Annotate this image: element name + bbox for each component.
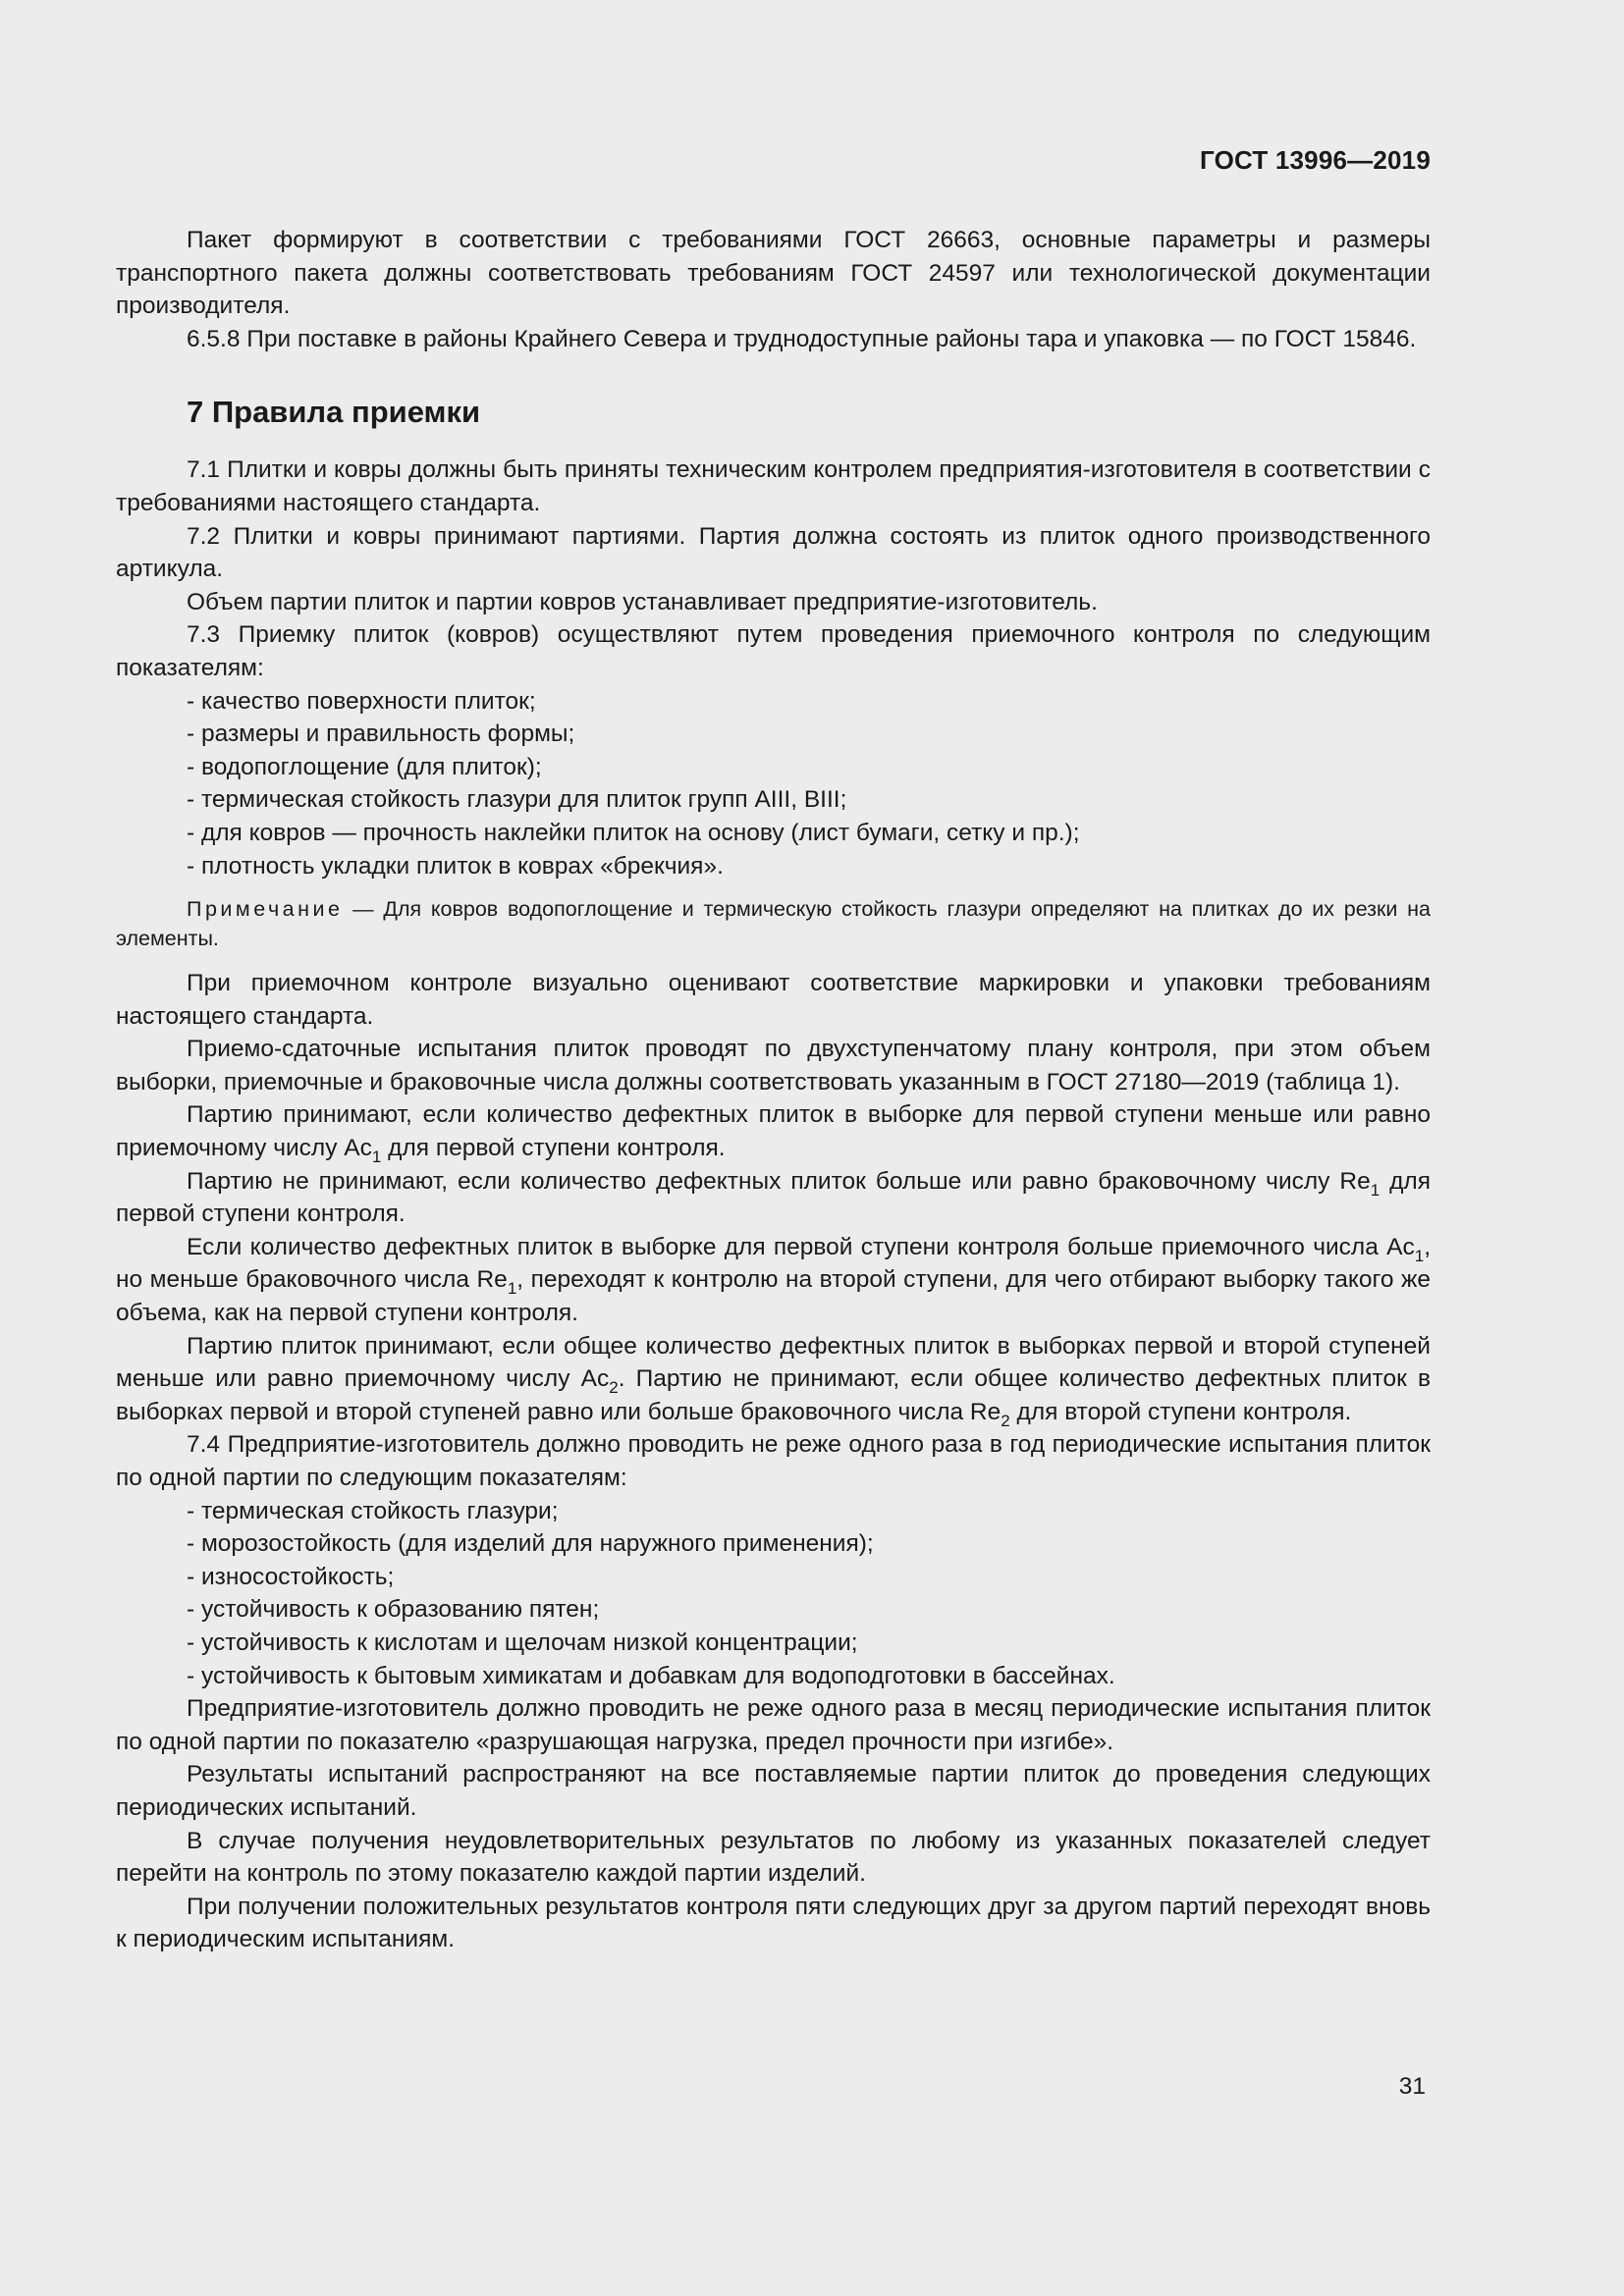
text-part: Если количество дефектных плиток в выборке для первой ступени контроля больше приемочного числа Ac xyxy=(187,1233,1415,1260)
paragraph-second-stage-transition xyxy=(116,1231,1431,1330)
paragraph-7-1: 7.1 Плитки и ковры должны быть приняты техническим контролем предприятия-изготовителя в соответствии с требованиями настоящего стандарта. xyxy=(116,456,1431,516)
text-part: для первой ступени контроля. xyxy=(116,1167,1431,1228)
text-part: для второй ступени контроля. xyxy=(1009,1398,1352,1425)
subscript: 1 xyxy=(1370,1180,1380,1200)
paragraph-7-4: 7.4 Предприятие-изготовитель должно проводить не реже одного раза в год периодические испытания плиток по одной партии по следующим показателям: xyxy=(116,1431,1431,1491)
paragraph-acceptance-tests: Приемо-сдаточные испытания плиток проводят по двухступенчатому плану контроля, при этом объем выборки, приемочные и браковочные числа должны соответствовать указанным в ГОСТ 27180—2019 (таблица 1). xyxy=(116,1036,1431,1095)
document-body xyxy=(116,224,1431,1956)
paragraph-results: Результаты испытаний распространяют на все поставляемые партии плиток до проведения следующих периодических испытаний. xyxy=(116,1761,1431,1821)
subscript: 2 xyxy=(609,1378,619,1398)
list-item: - термическая стойкость глазури для плиток групп AIII, BIII; xyxy=(187,786,847,814)
paragraph-7-2: 7.2 Плитки и ковры принимают партиями. Партия должна состоять из плиток одного производственного артикула. xyxy=(116,522,1431,583)
subscript: 1 xyxy=(507,1279,517,1299)
paragraph-accept-first-stage xyxy=(116,1098,1431,1167)
page-number: 31 xyxy=(1398,2073,1426,2100)
paragraph-reject-first-stage xyxy=(116,1165,1431,1231)
document-header: ГОСТ 13996—2019 xyxy=(1200,145,1431,175)
text-part: Партию плиток принимают, если общее количество дефектных плиток в выборках первой и второй ступеней меньше или равно приемочному числу Ac xyxy=(116,1332,1431,1393)
list-item: - для ковров — прочность наклейки плиток на основу (лист бумаги, сетку и пр.); xyxy=(187,819,1080,846)
subscript: 1 xyxy=(1414,1246,1425,1265)
note xyxy=(116,894,1431,953)
list-item: - водопоглощение (для плиток); xyxy=(187,753,542,780)
paragraph-second-stage-decision xyxy=(116,1330,1431,1429)
list-item: - износостойкость; xyxy=(187,1563,395,1590)
list-item: - устойчивость к бытовым химикатам и добавкам для водоподготовки в бассейнах. xyxy=(187,1662,1115,1689)
text-part: . Партию не принимают, если общее количество дефектных плиток в выборках первой и второй ступеней равно или больше браковочного числа Re xyxy=(116,1365,1431,1425)
list-item: - устойчивость к образованию пятен; xyxy=(187,1596,600,1624)
list-item: - размеры и правильность формы; xyxy=(187,721,575,748)
text-part: Партию не принимают, если количество дефектных плиток больше или равно браковочному числу Re xyxy=(187,1167,1371,1195)
paragraph-packaging: Пакет формируют в соответствии с требованиями ГОСТ 26663, основные параметры и размеры транспортного пакета должны соответствовать требованиям ГОСТ 24597 или технологической документации производителя. xyxy=(116,227,1431,320)
paragraph-unsatisfactory: В случае получения неудовлетворительных результатов по любому из указанных показателей следует перейти на контроль по этому показателю каждой партии изделий. xyxy=(116,1827,1431,1888)
paragraph-7-3: 7.3 Приемку плиток (ковров) осуществляют путем проведения приемочного контроля по следующим показателям: xyxy=(116,621,1431,681)
list-item: - устойчивость к кислотам и щелочам низкой концентрации; xyxy=(187,1629,858,1656)
subscript: 2 xyxy=(1001,1411,1010,1430)
text-part: , но меньше браковочного числа Re xyxy=(116,1233,1431,1294)
list-item: - плотность укладки плиток в коврах «брекчия». xyxy=(187,852,724,880)
subscript: 1 xyxy=(371,1148,382,1167)
text-part: , переходят к контролю на второй ступени, для чего отбирают выборку такого же объема, как на первой ступени контроля. xyxy=(116,1266,1432,1327)
paragraph-6-5-8: 6.5.8 При поставке в районы Крайнего Севера и труднодоступные районы тара и упаковка — по ГОСТ 15846. xyxy=(187,325,1417,352)
text-part: Партию принимают, если количество дефектных плиток в выборке для первой ступени меньше или равно приемочному числу Ac xyxy=(116,1101,1431,1162)
paragraph-batch-volume: Объем партии плиток и партии ковров устанавливает предприятие-изготовитель. xyxy=(187,588,1098,615)
list-item: - термическая стойкость глазури; xyxy=(187,1497,559,1524)
section-heading: 7 Правила приемки xyxy=(187,395,481,430)
paragraph-positive-results: При получении положительных результатов контроля пяти следующих друг за другом партий переходят вновь к периодическим испытаниям. xyxy=(116,1893,1431,1953)
text-part: для первой ступени контроля. xyxy=(381,1135,726,1162)
paragraph-visual-check: При приемочном контроле визуально оценивают соответствие маркировки и упаковки требованиям настоящего стандарта. xyxy=(116,970,1431,1030)
note-label: Примечание xyxy=(187,897,344,922)
note-text: — Для ковров водопоглощение и термическую стойкость глазури определяют на плитках до их резки на элементы. xyxy=(116,897,1431,951)
list-item: - качество поверхности плиток; xyxy=(187,687,536,715)
paragraph-monthly-tests: Предприятие-изготовитель должно проводить не реже одного раза в месяц периодические испытания плиток по одной партии по показателю «разрушающая нагрузка, предел прочности при изгибе». xyxy=(116,1695,1431,1755)
list-item: - морозостойкость (для изделий для наружного применения); xyxy=(187,1530,874,1558)
